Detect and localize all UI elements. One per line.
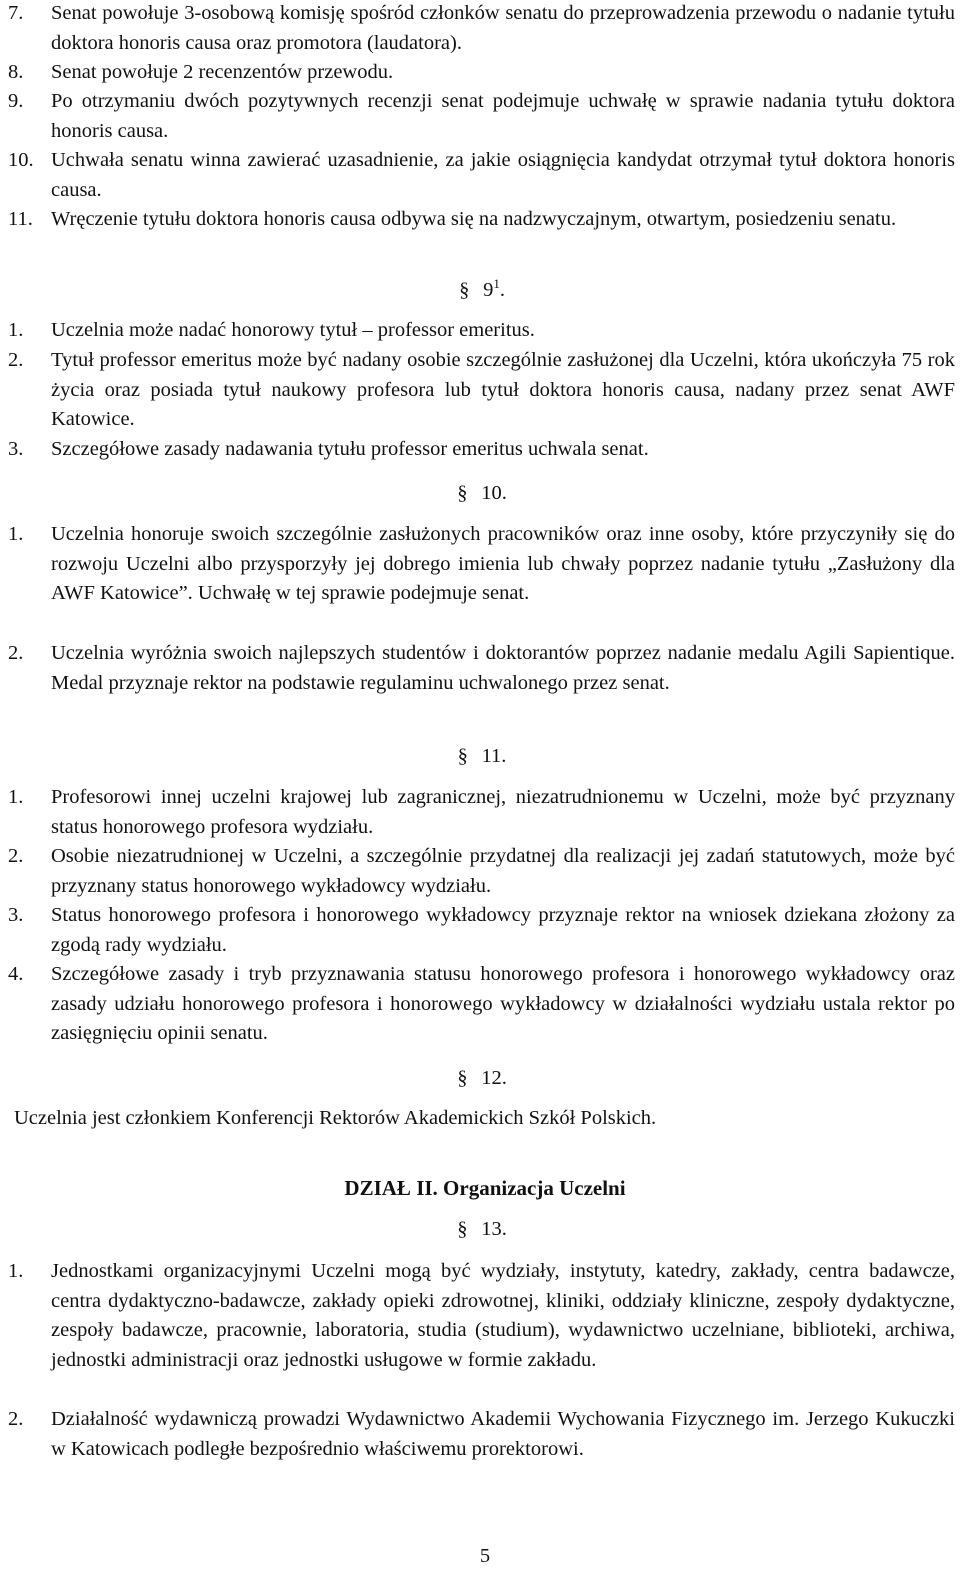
item-text: Uczelnia może nadać honorowy tytuł – professor emeritus. [51,319,535,341]
list-item [0,346,955,435]
section-mark: § [457,482,468,504]
item-text: Osobie niezatrudnionej w Uczelni, a szczególnie przydatnej dla realizacji jej zadań statutowych, może być przyznany status honorowego wykładowcy wydziału. [51,845,955,897]
item-number: 8. [8,61,24,83]
item-number: 1. [8,523,24,545]
list-item [0,316,955,346]
page-number: 5 [479,1545,491,1567]
list-item [0,1405,955,1464]
section-label: 10. [481,482,507,504]
list-item [0,205,955,235]
section-label: 13. [481,1218,507,1240]
list-item [0,783,955,842]
section-12-text: Uczelnia jest członkiem Konferencji Rektorów Akademickich Szkół Polskich. [14,1107,657,1129]
item-text: Tytuł professor emeritus może być nadany osobie szczególnie zasłużonej dla Uczelni, która ukończyła 75 rok życia oraz posiada tytuł naukowy profesora lub tytuł doktora honoris causa, nadany przez senat AWF Katowice. [51,349,955,431]
item-text: Profesorowi innej uczelni krajowej lub zagranicznej, niezatrudnionemu w Uczelni, może być przyznany status honorowego profesora wydziału. [51,786,955,838]
list-item [0,842,955,901]
item-text: Uczelnia honoruje swoich szczególnie zasłużonych pracowników oraz inne osoby, które przyczyniły się do rozwoju Uczelni albo przysporzyły jej dobrego imienia lub chwały poprzez nadanie tytułu „Zasłużony dla AWF Katowice”. Uchwałę w tej sprawie podejmuje senat. [51,523,955,605]
item-text: Wręczenie tytułu doktora honoris causa odbywa się na nadzwyczajnym, otwartym, posiedzeniu senatu. [51,208,897,230]
section-heading-10 [0,479,960,509]
section-label: 12. [481,1067,507,1089]
item-text: Jednostkami organizacyjnymi Uczelni mogą być wydziały, instytuty, katedry, zakłady, centra badawcze, centra dydaktyczno-badawcze, zakłady opieki zdrowotnej, kliniki, oddziały kliniczne, zespoły dydaktyczne, zespoły badawcze, pracownie, laboratoria, studia (studium), wydawnictwo uczelniane, biblioteki, archiwa, jednostki administracji oraz jednostki usługowe w formie zakładu. [51,1260,955,1371]
list-item [0,58,955,88]
item-text: Szczegółowe zasady nadawania tytułu professor emeritus uchwala senat. [51,438,649,460]
item-number: 7. [8,2,24,24]
section-heading-9-1 [0,276,960,306]
item-number: 11. [8,208,33,230]
list-item [0,960,955,1049]
section-dot: . [499,279,505,301]
list-item [0,87,955,146]
item-text: Uczelnia wyróżnia swoich najlepszych studentów i doktorantów poprzez nadanie medalu Agili Sapientique. Medal przyznaje rektor na podstawie regulaminu uchwalonego przez senat. [51,642,955,694]
item-number: 4. [8,963,24,985]
item-number: 9. [8,90,24,112]
section-mark: § [457,745,468,767]
item-number: 2. [8,642,24,664]
item-number: 2. [8,845,24,867]
item-number: 10. [8,149,34,171]
item-number: 2. [8,1408,24,1430]
item-number: 1. [8,786,24,808]
section-label: 11. [481,745,507,767]
section-mark: § [459,279,470,301]
item-number: 3. [8,904,24,926]
list-item [0,901,955,960]
item-text: Po otrzymaniu dwóch pozytywnych recenzji senat podejmuje uchwałę w sprawie nadania tytułu doktora honoris causa. [51,90,955,142]
list-item [0,435,955,465]
list-item [0,0,955,58]
section-mark: § [457,1218,468,1240]
section-heading-11 [0,742,960,772]
section-number: 9 [483,279,494,301]
item-text: Uchwała senatu winna zawierać uzasadnienie, za jakie osiągnięcia kandydat otrzymał tytuł doktora honoris causa. [51,149,955,201]
division-heading: DZIAŁ II. Organizacja Uczelni [344,1176,626,1200]
section-heading-12 [0,1064,960,1094]
list-item [0,146,955,205]
item-number: 1. [8,319,24,341]
item-text: Szczegółowe zasady i tryb przyznawania statusu honorowego profesora i honorowego wykładowcy oraz zasady udziału honorowego profesora i honorowego wykładowcy w działalności wydziału ustala rektor po zasięgnięciu opinii senatu. [51,963,955,1045]
section-superscript: 1 [493,276,500,292]
item-number: 3. [8,438,24,460]
list-item [0,1257,955,1375]
item-text: Senat powołuje 2 recenzentów przewodu. [51,61,394,83]
item-number: 2. [8,349,24,371]
item-text: Działalność wydawniczą prowadzi Wydawnictwo Akademii Wychowania Fizycznego im. Jerzego Kukuczki w Katowicach podległe bezpośrednio właściwemu prorektorowi. [51,1408,955,1460]
section-mark: § [457,1067,468,1089]
list-item [0,520,955,609]
item-text: Senat powołuje 3-osobową komisję spośród członków senatu do przeprowadzenia przewodu o nadanie tytułu doktora honoris causa oraz promotora (laudatora). [51,2,955,54]
item-number: 1. [8,1260,24,1282]
item-text: Status honorowego profesora i honorowego wykładowcy przyznaje rektor na wniosek dziekana złożony za zgodą rady wydziału. [51,904,955,956]
section-heading-13 [0,1215,960,1245]
list-item [0,639,955,698]
